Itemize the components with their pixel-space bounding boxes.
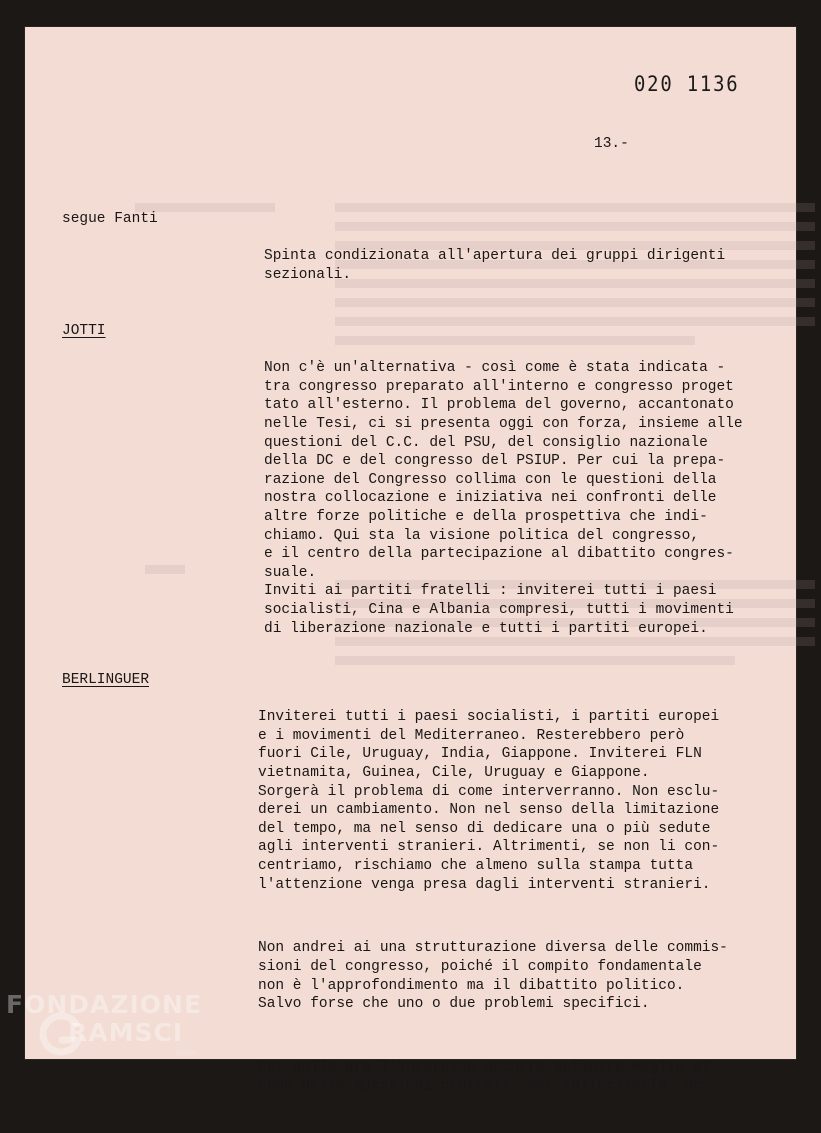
paragraph: Non andrei ai una strutturazione diversa delle commis- sioni del congresso, poiché il compito fondamentale non è l'approfondimento ma il dibattito politico. Salvo forse che uno o due problemi specifici. <box>258 940 728 1013</box>
sheet-number: 13.- <box>594 136 629 152</box>
watermark-onlus: onlus <box>176 1048 198 1057</box>
paragraph: Non c'è un'alternativa - così come è stata indicata - tra congresso preparato all'interno e congresso proget tato all'esterno. Il problema del governo, accantonato nelle Tesi, ci si presenta oggi con forza, insieme alle questioni del C.C. del PSU, del consiglio nazionale della DC e del congresso del PSIUP. Per cui la prepa- razione del Congresso collima con le questioni della nostra collocazione e iniziativa nei confronti delle altre forze politiche e della prospettiva che indi- chiamo. Qui sta la visione politica del congresso, e il centro della partecipazione al dibattito congres- suale. Inviti ai partiti fratelli : inviterei tutti i paesi socialisti, Cina e Albania compresi, tutti i movimenti di liberazione nazionale e tutti i partiti europei. <box>264 360 743 637</box>
speaker-label-jotti: JOTTI <box>62 323 106 339</box>
watermark-line-2: RAMSCI <box>68 1018 184 1047</box>
entry-text-jotti <box>264 322 784 675</box>
fondazione-gramsci-watermark <box>6 990 226 1070</box>
paragraph: Per sollevare l'interesse occorre definire meglio al- cune delle questioni centrali. Per sollecitarlo, oc- <box>258 1059 720 1095</box>
speaker-label-berlinguer: BERLINGUER <box>62 672 150 688</box>
paragraph: Inviterei tutti i paesi socialisti, i partiti europei e i movimenti del Mediterraneo. Resterebbero però fuori Cile, Uruguay, India, Giappone. Inviterei FLN vietnamita, Guinea, Cile, Uruguay e Giappone. Sorgerà il problema di come interverranno. Non esclu- derei un cambiamento. Non nel senso della limitazione del tempo, ma nel senso di dedicare una o più sedute agli interventi stranieri. Altrimenti, se non li con- centriamo, rischiamo che almeno sulla stampa tutta l'attenzione venga presa dagli interventi stranieri. <box>258 709 720 893</box>
watermark-line-1: FONDAZIONE <box>6 990 203 1019</box>
document-page <box>24 26 797 1095</box>
paragraph: Spinta condizionata all'apertura dei gruppi dirigenti sezionali. <box>264 248 726 283</box>
entry-text-berlinguer <box>258 671 778 1133</box>
archive-number: 020 1136 <box>634 72 740 96</box>
entry-text-fanti <box>264 210 784 322</box>
speaker-label-fanti: segue Fanti <box>62 211 158 227</box>
